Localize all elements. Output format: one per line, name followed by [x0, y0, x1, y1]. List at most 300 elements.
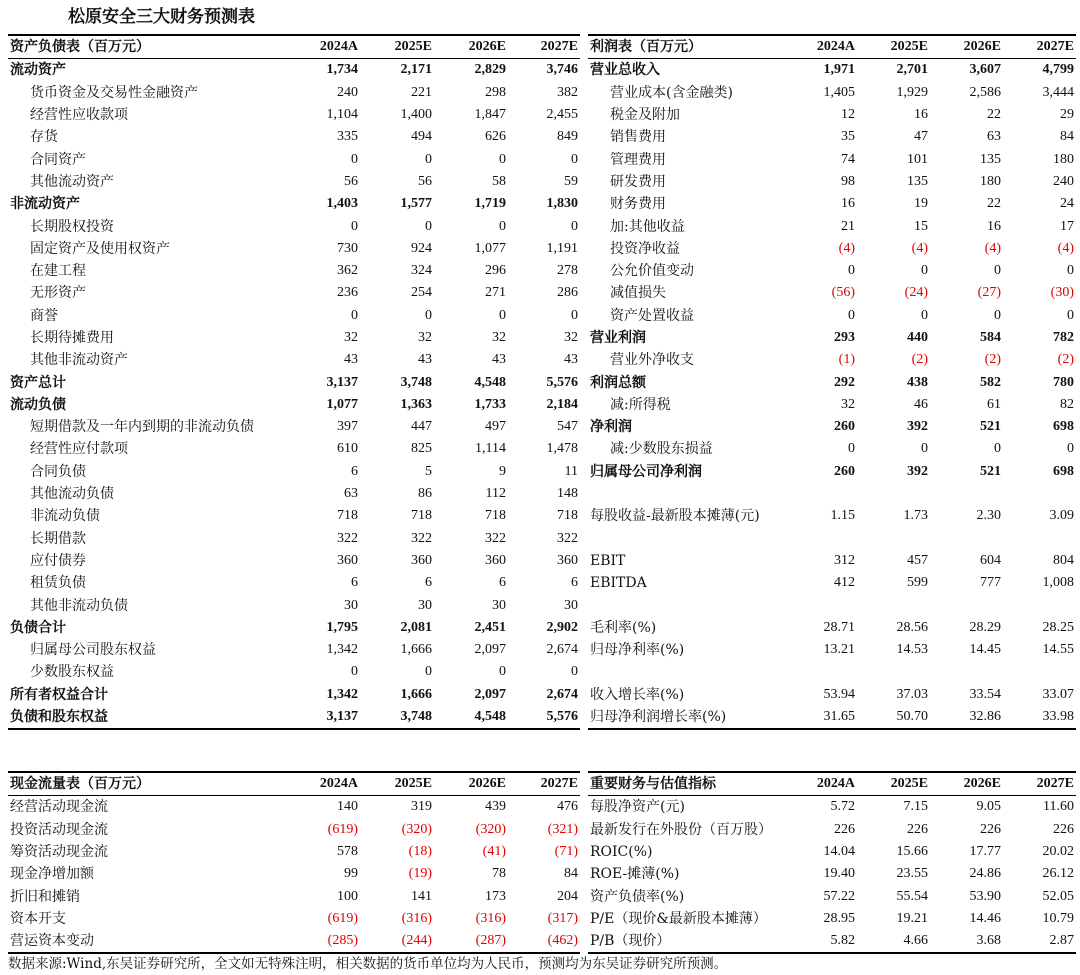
row-label: ROE-摊薄(%) [590, 866, 680, 883]
table-row [588, 171, 1076, 193]
cell-value: 3,746 [546, 62, 578, 78]
cell-value: 1,830 [546, 196, 578, 212]
cell-value: 322 [557, 530, 578, 546]
cell-value: 457 [907, 552, 928, 568]
cell-value: 260 [834, 463, 855, 479]
table-row [588, 59, 1076, 82]
table-row [8, 438, 580, 460]
cell-value: (2) [1057, 352, 1074, 368]
cell-value: 296 [485, 263, 506, 279]
cell-value: 0 [499, 151, 506, 167]
cell-value: 6 [571, 575, 578, 591]
cell-value: 0 [1067, 441, 1074, 457]
cell-value: 15 [914, 218, 928, 234]
cell-value: 1,104 [326, 107, 358, 123]
cell-value: 298 [485, 84, 506, 100]
cell-value: 28.29 [969, 619, 1001, 635]
row-label: 经营性应收款项 [30, 107, 128, 124]
cell-value: 0 [1067, 307, 1074, 323]
row-label [588, 594, 784, 616]
cell-value: 1,403 [326, 196, 358, 212]
table-row [588, 349, 1076, 371]
cell-value: 0 [351, 151, 358, 167]
row-label: 税金及附加 [610, 107, 680, 124]
cell-value: 240 [1053, 173, 1074, 189]
cell-value: 360 [557, 552, 578, 568]
year-header: 2024A [784, 772, 857, 796]
cell-value [930, 661, 1003, 683]
cell-value: 718 [557, 508, 578, 524]
row-label: 归母净利率(%) [590, 642, 685, 659]
cell-value: (1) [838, 352, 855, 368]
cell-value: 0 [351, 664, 358, 680]
cell-value: 547 [557, 419, 578, 435]
cell-value: 53.94 [823, 686, 855, 702]
cell-value: 2,097 [474, 642, 506, 658]
row-label: 加:其他收益 [610, 218, 685, 235]
cell-value: 1,342 [326, 686, 358, 702]
table-row [588, 104, 1076, 126]
table-row [8, 82, 580, 104]
cell-value: 5,576 [546, 374, 578, 390]
cell-value: (71) [554, 844, 578, 860]
table-row [588, 327, 1076, 349]
table-row [8, 639, 580, 661]
row-label: 短期借款及一年内到期的非流动负债 [30, 419, 254, 436]
cell-value: 0 [571, 218, 578, 234]
cell-value: 3,748 [360, 706, 434, 729]
row-label: P/E（现价&最新股本摊薄） [590, 910, 767, 927]
cell-value: 604 [980, 552, 1001, 568]
cell-value: 5.72 [830, 799, 855, 815]
row-label: 资产负债率(%) [590, 888, 685, 905]
cell-value [930, 483, 1003, 505]
cell-value: (30) [1050, 285, 1074, 301]
cell-value: 236 [337, 285, 358, 301]
year-header: 2025E [360, 772, 434, 796]
cell-value: (4) [838, 240, 855, 256]
cell-value: 3,137 [286, 706, 360, 729]
row-label: 归属母公司股东权益 [30, 642, 156, 659]
cell-value: 2,184 [546, 396, 578, 412]
cell-value: 335 [337, 129, 358, 145]
cell-value: 0 [848, 441, 855, 457]
table-row [588, 550, 1076, 572]
table-row [588, 126, 1076, 148]
table-row [8, 572, 580, 594]
cell-value: 382 [557, 84, 578, 100]
year-header: 2026E [434, 35, 508, 59]
cell-value: 447 [411, 419, 432, 435]
row-label: 筹资活动现金流 [10, 844, 108, 861]
cell-value: 476 [557, 799, 578, 815]
table-header-row [588, 772, 1076, 796]
row-label: 投资净收益 [610, 240, 680, 257]
row-label: 流动负债 [10, 396, 66, 413]
cell-value: 1,008 [1042, 575, 1074, 591]
row-label: 其他流动负债 [30, 486, 114, 503]
cell-value: 1,666 [400, 686, 432, 702]
cell-value: 4,548 [434, 706, 508, 729]
cell-value: 63 [987, 129, 1001, 145]
cell-value: 22 [987, 196, 1001, 212]
cell-value: 2,171 [400, 62, 432, 78]
cell-value: 439 [485, 799, 506, 815]
row-label: 存货 [30, 129, 58, 146]
cell-value [1003, 594, 1076, 616]
cell-value: (619) [327, 910, 358, 926]
row-label: 负债合计 [10, 619, 66, 636]
table-row [588, 863, 1076, 885]
cell-value: 14.04 [823, 844, 855, 860]
row-label: 研发费用 [610, 173, 666, 190]
table-row [8, 550, 580, 572]
table-row [8, 215, 580, 237]
row-label [588, 528, 784, 550]
cell-value: 1,795 [326, 619, 358, 635]
cell-value: 924 [411, 240, 432, 256]
income-statement-table [588, 34, 1076, 730]
table-row [588, 930, 1076, 953]
cell-value: 1,971 [823, 62, 855, 78]
cell-value [784, 528, 857, 550]
cell-value: (244) [360, 930, 434, 953]
row-label: ROIC(%) [590, 844, 653, 861]
cell-value: 6 [499, 575, 506, 591]
table-row [588, 282, 1076, 304]
cell-value: 43 [492, 352, 506, 368]
cell-value: (316) [475, 910, 506, 926]
row-label: 流动资产 [10, 62, 66, 79]
cell-value: 32 [344, 330, 358, 345]
cell-value: 0 [571, 151, 578, 167]
table-row [588, 505, 1076, 527]
row-label: 收入增长率(%) [590, 686, 685, 703]
cell-value [857, 594, 930, 616]
table-row [588, 885, 1076, 907]
table-row [588, 215, 1076, 237]
cell-value: 782 [1053, 330, 1074, 345]
cell-value: 24.86 [969, 866, 1001, 882]
table-row [8, 706, 580, 729]
cell-value: 98 [841, 173, 855, 189]
cell-value: 61 [987, 396, 1001, 412]
year-header: 2024A [286, 35, 360, 59]
cell-value: 5 [425, 463, 432, 479]
table-row [8, 305, 580, 327]
cell-value: 16 [914, 107, 928, 123]
year-header: 2024A [784, 35, 857, 59]
cell-value: 226 [907, 821, 928, 837]
cell-value: 16 [841, 196, 855, 212]
cell-value: 14.55 [1042, 642, 1074, 658]
table-row [588, 617, 1076, 639]
cell-value: (2) [911, 352, 928, 368]
cell-value: 14.45 [969, 642, 1001, 658]
cell-value: 29 [1060, 107, 1074, 123]
cell-value [1003, 528, 1076, 550]
row-label: 减:少数股东损益 [610, 441, 713, 458]
cell-value: (56) [831, 285, 855, 301]
cell-value: 254 [411, 285, 432, 301]
cell-value: 322 [337, 530, 358, 546]
row-label: 货币资金及交易性金融资产 [30, 84, 198, 101]
row-label: 所有者权益合计 [10, 686, 108, 703]
cell-value: 0 [499, 307, 506, 323]
row-label: 减值损失 [610, 285, 666, 302]
table-row [588, 438, 1076, 460]
cell-value: 360 [485, 552, 506, 568]
cell-value: 0 [499, 218, 506, 234]
cell-value: 32 [492, 330, 506, 345]
table-row [588, 661, 1076, 683]
cell-value: 141 [411, 888, 432, 904]
year-header: 2025E [857, 772, 930, 796]
cell-value: 32 [418, 330, 432, 345]
year-header: 2027E [1003, 772, 1076, 796]
cell-value: 63 [344, 486, 358, 502]
cell-value: 1,577 [400, 196, 432, 212]
cell-value: 135 [980, 151, 1001, 167]
cell-value: 3.09 [1049, 508, 1074, 524]
table-header-row [588, 35, 1076, 59]
table-row [588, 148, 1076, 170]
cell-value: (19) [408, 866, 432, 882]
cell-value: 28.56 [896, 619, 928, 635]
cell-value: (321) [547, 821, 578, 837]
cell-value [784, 594, 857, 616]
row-label: 现金净增加额 [10, 866, 94, 883]
table-header-row [8, 35, 580, 59]
cell-value: 849 [557, 129, 578, 145]
cell-value: 1,733 [474, 396, 506, 412]
cell-value: 360 [411, 552, 432, 568]
cell-value: 1,400 [400, 107, 432, 123]
row-label: 营运资本变动 [8, 930, 286, 953]
cell-value: (4) [984, 240, 1001, 256]
cell-value: 35 [841, 129, 855, 145]
row-label: 在建工程 [30, 263, 86, 280]
cell-value: 55.54 [896, 888, 928, 904]
cell-value: 112 [485, 486, 506, 502]
cell-value: 33.07 [1042, 686, 1074, 702]
cell-value: 9 [499, 463, 506, 479]
cell-value: 32 [564, 330, 578, 345]
cell-value: 3,607 [969, 62, 1001, 78]
cell-value: 2,081 [400, 619, 432, 635]
row-label: 长期待摊费用 [30, 330, 114, 346]
table-row [8, 171, 580, 193]
cell-value: 0 [425, 664, 432, 680]
cell-value: 0 [848, 307, 855, 323]
cell-value: (27) [977, 285, 1001, 301]
cell-value: 226 [1053, 821, 1074, 837]
cell-value: (2) [984, 352, 1001, 368]
cell-value: 599 [907, 575, 928, 591]
row-label: 利润总额 [590, 374, 646, 391]
cell-value: 0 [994, 263, 1001, 279]
cell-value: 1,929 [896, 84, 928, 100]
cell-value: 204 [557, 888, 578, 904]
table-row [588, 572, 1076, 594]
table-row [8, 371, 580, 393]
table-row [588, 371, 1076, 393]
cell-value: 47 [914, 129, 928, 145]
table-row [588, 684, 1076, 706]
row-label: 归属母公司净利润 [590, 463, 702, 480]
table-row [8, 238, 580, 260]
table-row [8, 819, 580, 841]
cell-value: 99 [344, 866, 358, 882]
cell-value: 730 [337, 240, 358, 256]
cell-value: 626 [485, 129, 506, 145]
cell-value: 2.87 [1003, 930, 1076, 953]
cell-value: 148 [557, 486, 578, 502]
table-row [588, 305, 1076, 327]
cell-value: 56 [344, 173, 358, 189]
row-label: 长期股权投资 [30, 218, 114, 235]
cell-value: 59 [564, 173, 578, 189]
cell-value [1003, 483, 1076, 505]
table-row [588, 796, 1076, 819]
cell-value: 19.21 [896, 910, 928, 926]
cell-value: 2,902 [546, 619, 578, 635]
table-row [8, 528, 580, 550]
table-row [8, 282, 580, 304]
table-row [588, 706, 1076, 729]
cell-value [930, 594, 1003, 616]
cell-value: 14.46 [969, 910, 1001, 926]
cell-value: 78 [492, 866, 506, 882]
cell-value: (4) [911, 240, 928, 256]
year-header: 2025E [857, 35, 930, 59]
cell-value: 2.30 [976, 508, 1001, 524]
cell-value: 718 [337, 508, 358, 524]
row-label: 合同资产 [30, 151, 86, 168]
cell-value [784, 661, 857, 683]
balance-sheet-table [8, 34, 580, 730]
table-row [8, 885, 580, 907]
cell-value: 2,674 [546, 642, 578, 658]
table-row [8, 394, 580, 416]
cell-value: 30 [418, 597, 432, 613]
cell-value: 226 [834, 821, 855, 837]
table-row [588, 238, 1076, 260]
table-title: 利润表（百万元） [588, 35, 784, 59]
table-row [588, 193, 1076, 215]
table-title: 资产负债表（百万元） [8, 35, 286, 59]
cell-value: 6 [351, 463, 358, 479]
cell-value: 20.02 [1042, 844, 1074, 860]
cell-value: 718 [411, 508, 432, 524]
table-row [8, 148, 580, 170]
row-label: 营业总收入 [590, 62, 660, 79]
cell-value: 584 [980, 330, 1001, 345]
cell-value: 82 [1060, 396, 1074, 412]
cell-value: 16 [987, 218, 1001, 234]
table-row [8, 483, 580, 505]
cell-value: 5.82 [784, 930, 857, 953]
cell-value: 19 [914, 196, 928, 212]
cell-value [930, 528, 1003, 550]
table-row [588, 639, 1076, 661]
row-label: 投资活动现金流 [10, 821, 108, 838]
table-row [8, 327, 580, 349]
cell-value: 10.79 [1042, 910, 1074, 926]
cell-value: 100 [337, 888, 358, 904]
cell-value: 50.70 [857, 706, 930, 729]
cell-value: 6 [351, 575, 358, 591]
cell-value [1003, 661, 1076, 683]
table-title: 重要财务与估值指标 [588, 772, 784, 796]
table-title: 现金流量表（百万元） [8, 772, 286, 796]
cell-value: 22 [987, 107, 1001, 123]
cell-value: 5,576 [508, 706, 580, 729]
year-header: 2026E [434, 772, 508, 796]
cell-value: 0 [425, 307, 432, 323]
cell-value: 0 [351, 218, 358, 234]
cell-value: 718 [485, 508, 506, 524]
row-label: 无形资产 [30, 285, 86, 302]
cell-value: 362 [337, 263, 358, 279]
row-label: 长期借款 [30, 530, 86, 547]
cell-value: (4) [1057, 240, 1074, 256]
cell-value: 497 [485, 419, 506, 435]
table-row [8, 461, 580, 483]
cell-value: (41) [482, 844, 506, 860]
table-row [588, 908, 1076, 930]
cell-value: 101 [907, 151, 928, 167]
table-row [588, 483, 1076, 505]
cell-value: 1,666 [400, 642, 432, 658]
cell-value: 2,097 [474, 686, 506, 702]
cell-value: 4.66 [857, 930, 930, 953]
cell-value: 58 [492, 173, 506, 189]
table-row [8, 594, 580, 616]
cell-value: 360 [337, 552, 358, 568]
row-label: 财务费用 [610, 196, 666, 213]
cell-value: 28.25 [1042, 619, 1074, 635]
row-label: 资产总计 [10, 374, 66, 391]
cell-value: 84 [1060, 129, 1074, 145]
row-label: 其他非流动负债 [30, 597, 128, 614]
row-label: 非流动资产 [10, 196, 80, 213]
cell-value: 19.40 [823, 866, 855, 882]
cell-value: 46 [914, 396, 928, 412]
cell-value: 322 [485, 530, 506, 546]
cell-value: 2,451 [474, 619, 506, 635]
cell-value: (317) [547, 910, 578, 926]
cell-value: 322 [411, 530, 432, 546]
cell-value: 1,847 [474, 107, 506, 123]
key-metrics-table [588, 771, 1076, 954]
cell-value: 1,478 [546, 441, 578, 457]
cell-value: (320) [401, 821, 432, 837]
table-row [588, 841, 1076, 863]
cell-value: (287) [434, 930, 508, 953]
row-label: 少数股东权益 [30, 664, 114, 681]
cell-value: 0 [571, 664, 578, 680]
row-label: 非流动负债 [30, 508, 100, 525]
cell-value: 286 [557, 285, 578, 301]
cell-value: 392 [907, 463, 928, 479]
cell-value: 9.05 [976, 799, 1001, 815]
cell-value: 780 [1053, 374, 1074, 390]
cell-value: 1,734 [326, 62, 358, 78]
cell-value: 30 [564, 597, 578, 613]
cell-value: 0 [921, 307, 928, 323]
cell-value: 292 [834, 374, 855, 390]
